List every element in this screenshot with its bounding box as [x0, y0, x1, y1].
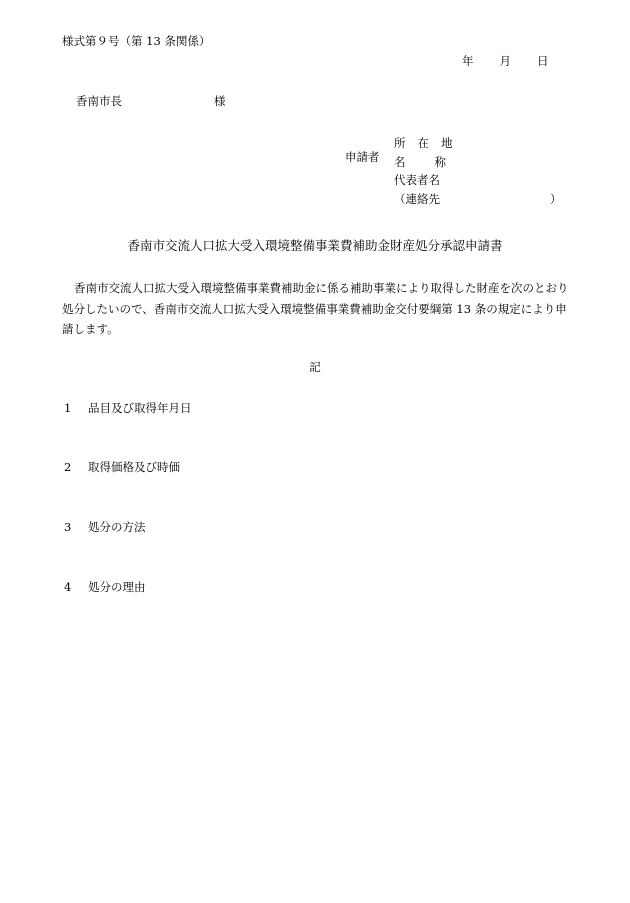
item-label: 処分の方法 [88, 520, 146, 534]
date-month: 月 [499, 54, 511, 68]
item-label: 品目及び取得年月日 [88, 401, 192, 415]
list-item [64, 522, 146, 534]
applicant-block [394, 134, 562, 208]
contact-open: （連絡先 [394, 191, 440, 206]
addressee [76, 96, 226, 108]
applicant-label: 申請者 [345, 150, 380, 164]
item-label: 処分の理由 [88, 580, 146, 594]
item-number: 4 [64, 580, 72, 594]
ki-heading: 記 [309, 360, 321, 374]
addressee-honorific: 様 [214, 94, 226, 108]
body-text [62, 278, 578, 340]
address-label: 所 在 地 [394, 136, 453, 150]
addressee-name: 香南市長 [76, 94, 122, 108]
document-title: 香南市交流人口拡大受入環境整備事業費補助金財産処分承認申請書 [127, 238, 503, 253]
item-number: 1 [64, 401, 72, 415]
contact-close: ） [550, 191, 562, 206]
name-label: 名 称 [394, 154, 446, 169]
list-item [64, 582, 146, 594]
date-line [462, 56, 549, 68]
item-number: 2 [64, 460, 72, 474]
list-item [64, 462, 180, 474]
list-item [64, 403, 192, 415]
contact-line [394, 190, 562, 209]
date-year: 年 [462, 54, 474, 68]
body-paragraph: 香南市交流人口拡大受入環境整備事業費補助金に係る補助事業により取得した財産を次のとおり処分したいので、香南市交流人口拡大受入環境整備事業費補助金交付要綱第 13 条の規定により申請します。 [62, 281, 569, 336]
representative-label: 代表者名 [394, 173, 440, 187]
item-label: 取得価格及び時価 [88, 460, 180, 474]
form-number: 様式第９号（第 13 条関係） [62, 34, 211, 48]
item-number: 3 [64, 520, 72, 534]
date-day: 日 [537, 54, 549, 68]
